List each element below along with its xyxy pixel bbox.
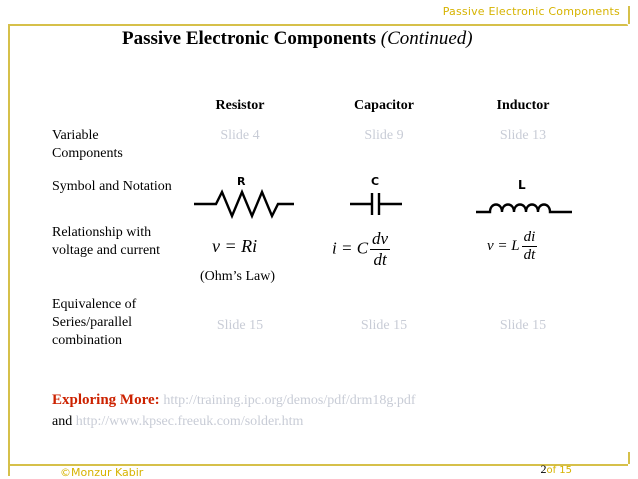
- explore-url-kpsec[interactable]: http://www.kpsec.freeuk.com/solder.htm: [75, 414, 304, 429]
- page-current: 2: [540, 462, 547, 476]
- inductor-eq-lhs: v = L: [487, 237, 520, 254]
- capacitor-eq-fraction: [370, 229, 390, 270]
- link-inductor-equivalence[interactable]: Slide 15: [499, 318, 547, 333]
- row-label-equivalence: Equivalence of Series/parallel combination: [52, 297, 137, 348]
- capacitor-equation: [332, 229, 390, 270]
- frame-bottom-right-tick: [628, 452, 630, 464]
- frame-left-line: [8, 24, 10, 464]
- footer-author: ©Monzur Kabir: [60, 466, 144, 479]
- resistor-symbol-icon: [192, 174, 296, 220]
- frame-bottom-left-tick: [8, 464, 10, 476]
- capacitor-eq-lhs: i = C: [332, 238, 369, 258]
- link-resistor-variable[interactable]: Slide 4: [220, 128, 260, 143]
- frame-top-line: [8, 24, 628, 26]
- inductor-eq-fraction: [522, 229, 538, 264]
- footer-page-number: [540, 462, 572, 477]
- column-header-capacitor: Capacitor: [354, 98, 414, 113]
- row-label-symbol: Symbol and Notation: [52, 179, 172, 194]
- capacitor-eq-denominator: dt: [373, 250, 387, 269]
- inductor-eq-denominator: dt: [523, 247, 536, 263]
- explore-line-1: [52, 392, 416, 409]
- link-resistor-equivalence[interactable]: Slide 15: [216, 318, 264, 333]
- title-main: Passive Electronic Components: [122, 28, 377, 49]
- ohms-law-note: (Ohm’s Law): [200, 269, 276, 284]
- capacitor-eq-numerator: dv: [372, 229, 389, 248]
- page-total: of 15: [546, 465, 572, 476]
- inductor-equation: [487, 229, 537, 264]
- slide-title: [122, 28, 473, 50]
- column-header-resistor: Resistor: [215, 98, 265, 113]
- column-header-inductor: Inductor: [496, 98, 550, 113]
- frame-right-line: [628, 6, 630, 24]
- resistor-symbol-letter: R: [237, 175, 246, 188]
- explore-heading: Exploring More:: [52, 392, 160, 408]
- inductor-symbol-letter: L: [518, 178, 526, 192]
- inductor-eq-numerator: di: [523, 229, 536, 245]
- capacitor-symbol-icon: [346, 174, 406, 220]
- link-inductor-variable[interactable]: Slide 13: [499, 128, 547, 143]
- row-label-variable: Variable Components: [52, 128, 123, 161]
- explore-url-ipc[interactable]: http://training.ipc.org/demos/pdf/drm18g.pdf: [163, 393, 416, 408]
- row-label-relationship: Relationship with voltage and current: [52, 225, 161, 258]
- link-capacitor-variable[interactable]: Slide 9: [364, 128, 404, 143]
- inductor-symbol-icon: [474, 174, 574, 220]
- explore-line-2: [52, 414, 303, 430]
- capacitor-symbol-letter: C: [371, 175, 380, 188]
- title-continued: (Continued): [380, 28, 473, 49]
- link-capacitor-equivalence[interactable]: Slide 15: [360, 318, 408, 333]
- header-label: Passive Electronic Components: [442, 5, 620, 18]
- resistor-equation: v = Ri: [212, 236, 258, 256]
- explore-and: and: [52, 414, 73, 429]
